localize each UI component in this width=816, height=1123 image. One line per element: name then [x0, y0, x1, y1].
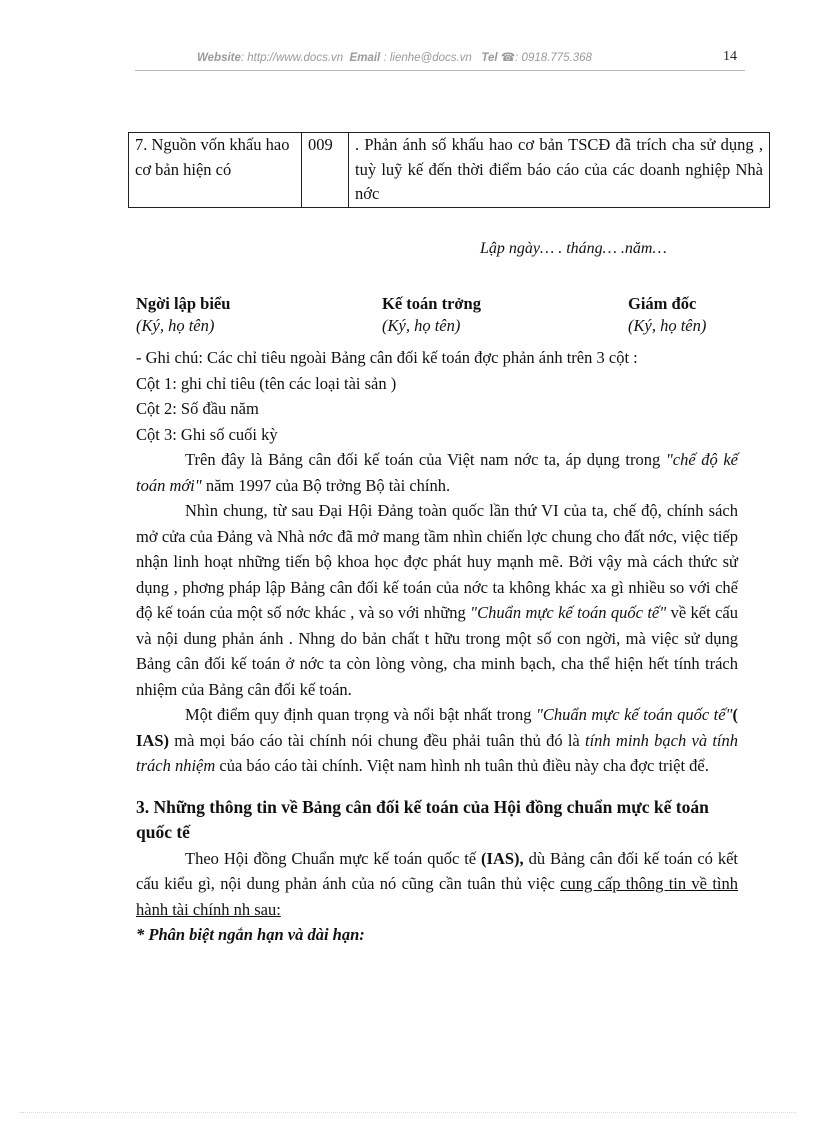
table-cell-description: . Phản ánh số khấu hao cơ bản TSCĐ đã trích cha sử dụng , tuỳ luỹ kế đến thời điểm báo cáo của các doanh nghiệp Nhà nớc [349, 133, 770, 208]
text-run: dù Bảng cân đối kế toán có kết cấu kiểu gì, nội dung phản ánh của nó cũng cần tuân thủ việc [136, 848, 739, 893]
text-run: Một điểm quy định quan trọng và nổi bật nhất trong [185, 705, 536, 724]
signature-title: Kế toán trởng [382, 294, 481, 313]
note-line: - Ghi chú: Các chỉ tiêu ngoài Bảng cân đối kế toán đợc phản ánh trên 3 cột : [136, 348, 638, 367]
header-contact [197, 50, 592, 64]
text-run: năm 1997 của Bộ trởng Bộ tài chính. [201, 475, 451, 495]
table-cell-indicator: 7. Nguồn vốn khấu hao cơ bản hiện có [129, 133, 302, 208]
section-heading: 3. Những thông tin về Bảng cân đối kế toán của Hội đồng chuẩn mực kế toán quốc tế [136, 796, 709, 842]
tel-label: Tel [481, 52, 498, 64]
paragraph-1 [136, 447, 738, 498]
text-run: Nhìn chung, từ sau Đại Hội Đảng toàn quốc lần thứ VI của ta, chế độ, chính sách mở cửa của Đảng và Nhà nớc đã mở mang tầm nhìn chiến lợc chung cho đất nớc, việc tiếp nhận linh hoạt những tiến bộ khoa học đợc phát huy mạnh mẽ. Bởi vậy mà cách thức sử dụng , phơng pháp lập Bảng cân đối kế toán của nớc ta không khác xa gì nhiều so với chế độ kế toán của một số nớc khác , và so với những [136, 501, 738, 622]
paragraph-3 [136, 702, 738, 779]
text-run-underline: cung cấp thông tin về tình hành tài chính nh sau: [136, 874, 738, 919]
subheading: * Phân biệt ngắn hạn và dài hạn: [136, 925, 365, 944]
text-run: Trên đây là Bảng cân đối kế toán của Việt nam nớc ta, áp dụng trong [185, 450, 666, 469]
signature-note: (Ký, họ tên) [136, 316, 215, 335]
tel-value: : 0918.775.368 [515, 52, 592, 64]
text-run: mà mọi báo cáo tài chính nói chung đều phải tuân thủ đó là [169, 730, 586, 750]
body-text [136, 345, 738, 948]
footer-divider [20, 1112, 796, 1113]
text-run: Theo Hội đồng Chuẩn mực kế toán quốc tế [185, 848, 482, 868]
table-cell-code: 009 [302, 133, 349, 208]
website-value: : http://www.docs.vn [240, 52, 344, 64]
note-column-3: Cột 3: Ghi số cuối kỳ [136, 424, 278, 444]
date-line: Lập ngày… . tháng… .năm… [480, 240, 667, 257]
indicator-table [128, 132, 770, 208]
signature-title: Giám đốc [628, 294, 697, 313]
email-label: Email [349, 52, 381, 64]
signature-title: Ngời lập biểu [136, 294, 231, 313]
website-label: Website [197, 52, 241, 64]
note-column-2: Cột 2: Số đầu năm [136, 399, 259, 418]
table-row [129, 133, 770, 208]
signature-note: (Ký, họ tên) [382, 316, 461, 335]
note-column-1: Cột 1: ghi chỉ tiêu (tên các loại tài sản ) [136, 373, 397, 393]
page-header [135, 48, 745, 71]
text-run: của báo cáo tài chính. Việt nam hình nh tuân thủ điều này cha đợc triệt để. [215, 756, 709, 775]
text-run-italic: "chế độ kế toán mới" [136, 450, 738, 495]
signature-preparer [136, 294, 230, 336]
signature-accountant [382, 294, 481, 336]
paragraph-4 [136, 846, 738, 923]
phone-icon: ☎ [500, 52, 516, 64]
text-run-bold: ( IAS) [136, 705, 738, 750]
signature-director [628, 294, 706, 336]
signature-note: (Ký, họ tên) [628, 316, 707, 335]
text-run-italic: tính minh bạch và tính trách nhiệm [136, 730, 738, 775]
text-run-italic: "Chuẩn mực kế toán quốc tế" [470, 603, 667, 622]
text-run-italic: "Chuẩn mực kế toán quốc tế" [535, 705, 733, 724]
text-run-bold: (IAS), [481, 848, 524, 868]
page-number: 14 [723, 49, 737, 64]
paragraph-2 [136, 498, 738, 702]
text-run: về kết cấu và nội dung phản ánh . Nhng do bản chất t hữu trong một số con ngời, mà việc sử dụng Bảng cân đối kế toán ở nớc ta còn lòng vòng, cha minh bạch, cha thể hiện hết tính trách nhiệm của Bảng cân đối kế toán. [136, 603, 738, 699]
email-value: : lienhe@docs.vn [383, 52, 472, 64]
